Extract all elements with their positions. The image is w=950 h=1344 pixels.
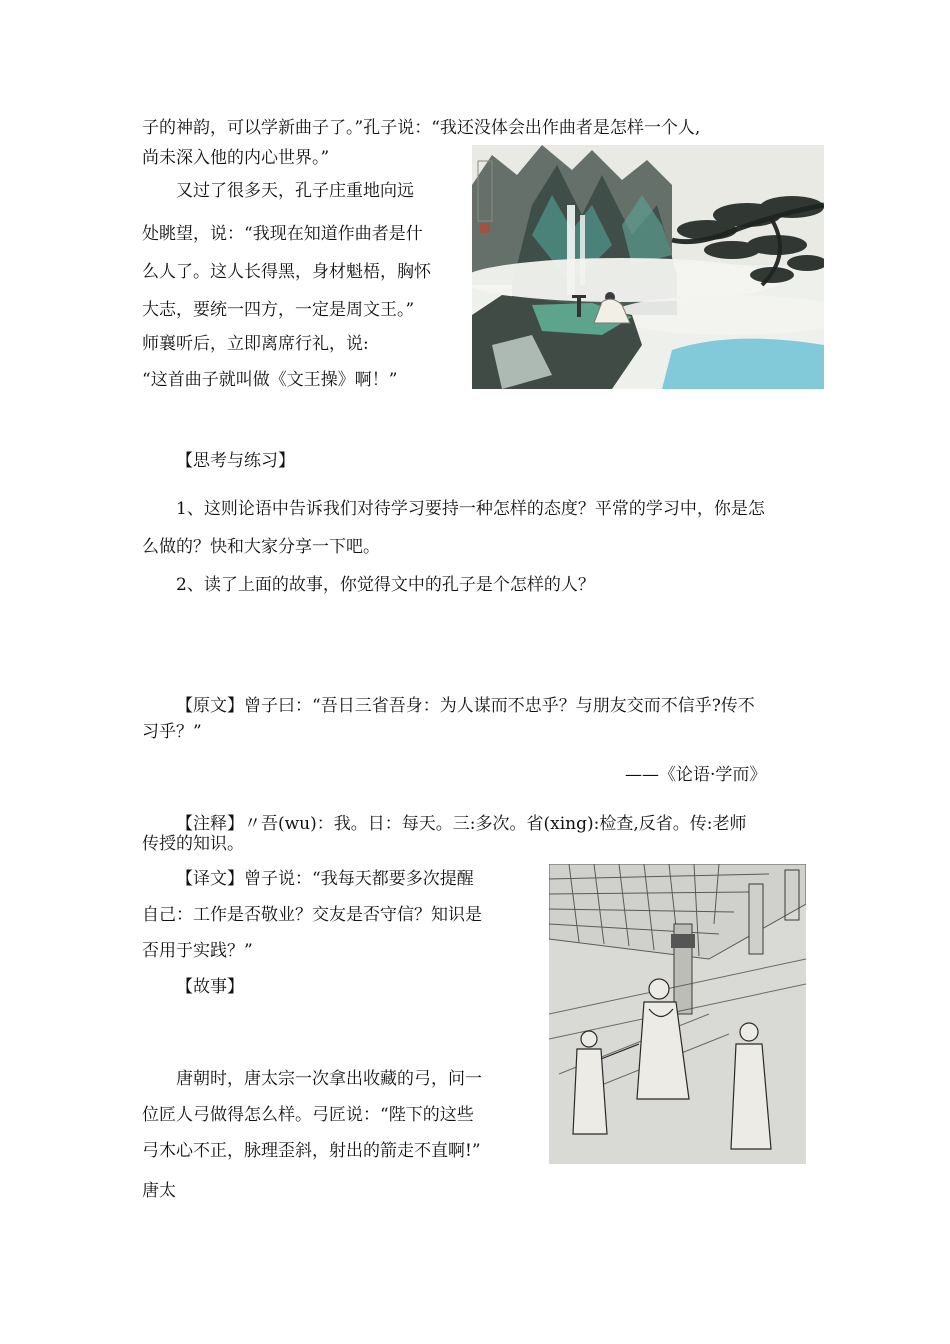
citation: ——《论语·学而》 [625, 765, 767, 785]
landscape-painting [472, 145, 824, 389]
ink-landscape-icon [472, 145, 824, 389]
para-line: 1、这则论语中告诉我们对待学习要持一种怎样的态度？平常的学习中，你是怎 [176, 499, 765, 519]
para-line: 习乎？” [142, 722, 202, 742]
para-line: 师襄听后，立即离席行礼，说: [142, 334, 369, 354]
para-line: 位匠人弓做得怎么样。弓匠说：“陛下的这些 [142, 1105, 474, 1125]
woodblock-engraving-icon [549, 864, 806, 1164]
para-line: 处眺望，说：“我现在知道作曲者是什 [142, 224, 423, 244]
para-line: 又过了很多天，孔子庄重地向远 [176, 181, 414, 201]
para-line: 自己：工作是否敬业？交友是否守信？知识是 [142, 905, 482, 925]
para-line: 否用于实践？” [142, 941, 253, 961]
para-line: 【原文】曾子曰：“吾日三省吾身：为人谋而不忠乎？与朋友交而不信乎?传不 [176, 696, 755, 716]
para-line: 【译文】曾子说：“我每天都要多次提醒 [176, 869, 474, 889]
para-line: 么人了。这人长得黑，身材魁梧，胸怀 [142, 262, 431, 282]
para-line: “这首曲子就叫做《文王操》啊！” [142, 370, 398, 390]
para-line: 弓木心不正，脉理歪斜，射出的箭走不直啊!” [142, 1141, 481, 1161]
para-line: 传授的知识。 [142, 834, 244, 854]
section-heading: 【思考与练习】 [176, 451, 295, 471]
para-line: 尚未深入他的内心世界。” [142, 148, 330, 168]
para-line: 唐太 [142, 1181, 176, 1201]
para-line: 么做的？快和大家分享一下吧。 [142, 537, 380, 557]
para-line: 子的神韵，可以学新曲子了。”孔子说：“我还没体会出作曲者是怎样一个人, [142, 118, 701, 138]
para-line: 大志，要统一四方，一定是周文王。” [142, 300, 415, 320]
section-heading: 【故事】 [176, 977, 244, 997]
para-line: 【注释】〃吾(wu)：我。日：每天。三:多次。省(xing):检查,反省。传:老师 [176, 814, 747, 834]
court-scene-engraving [549, 864, 806, 1164]
para-line: 唐朝时，唐太宗一次拿出收藏的弓，问一 [176, 1069, 482, 1089]
para-line: 2、读了上面的故事，你觉得文中的孔子是个怎样的人？ [176, 575, 595, 595]
